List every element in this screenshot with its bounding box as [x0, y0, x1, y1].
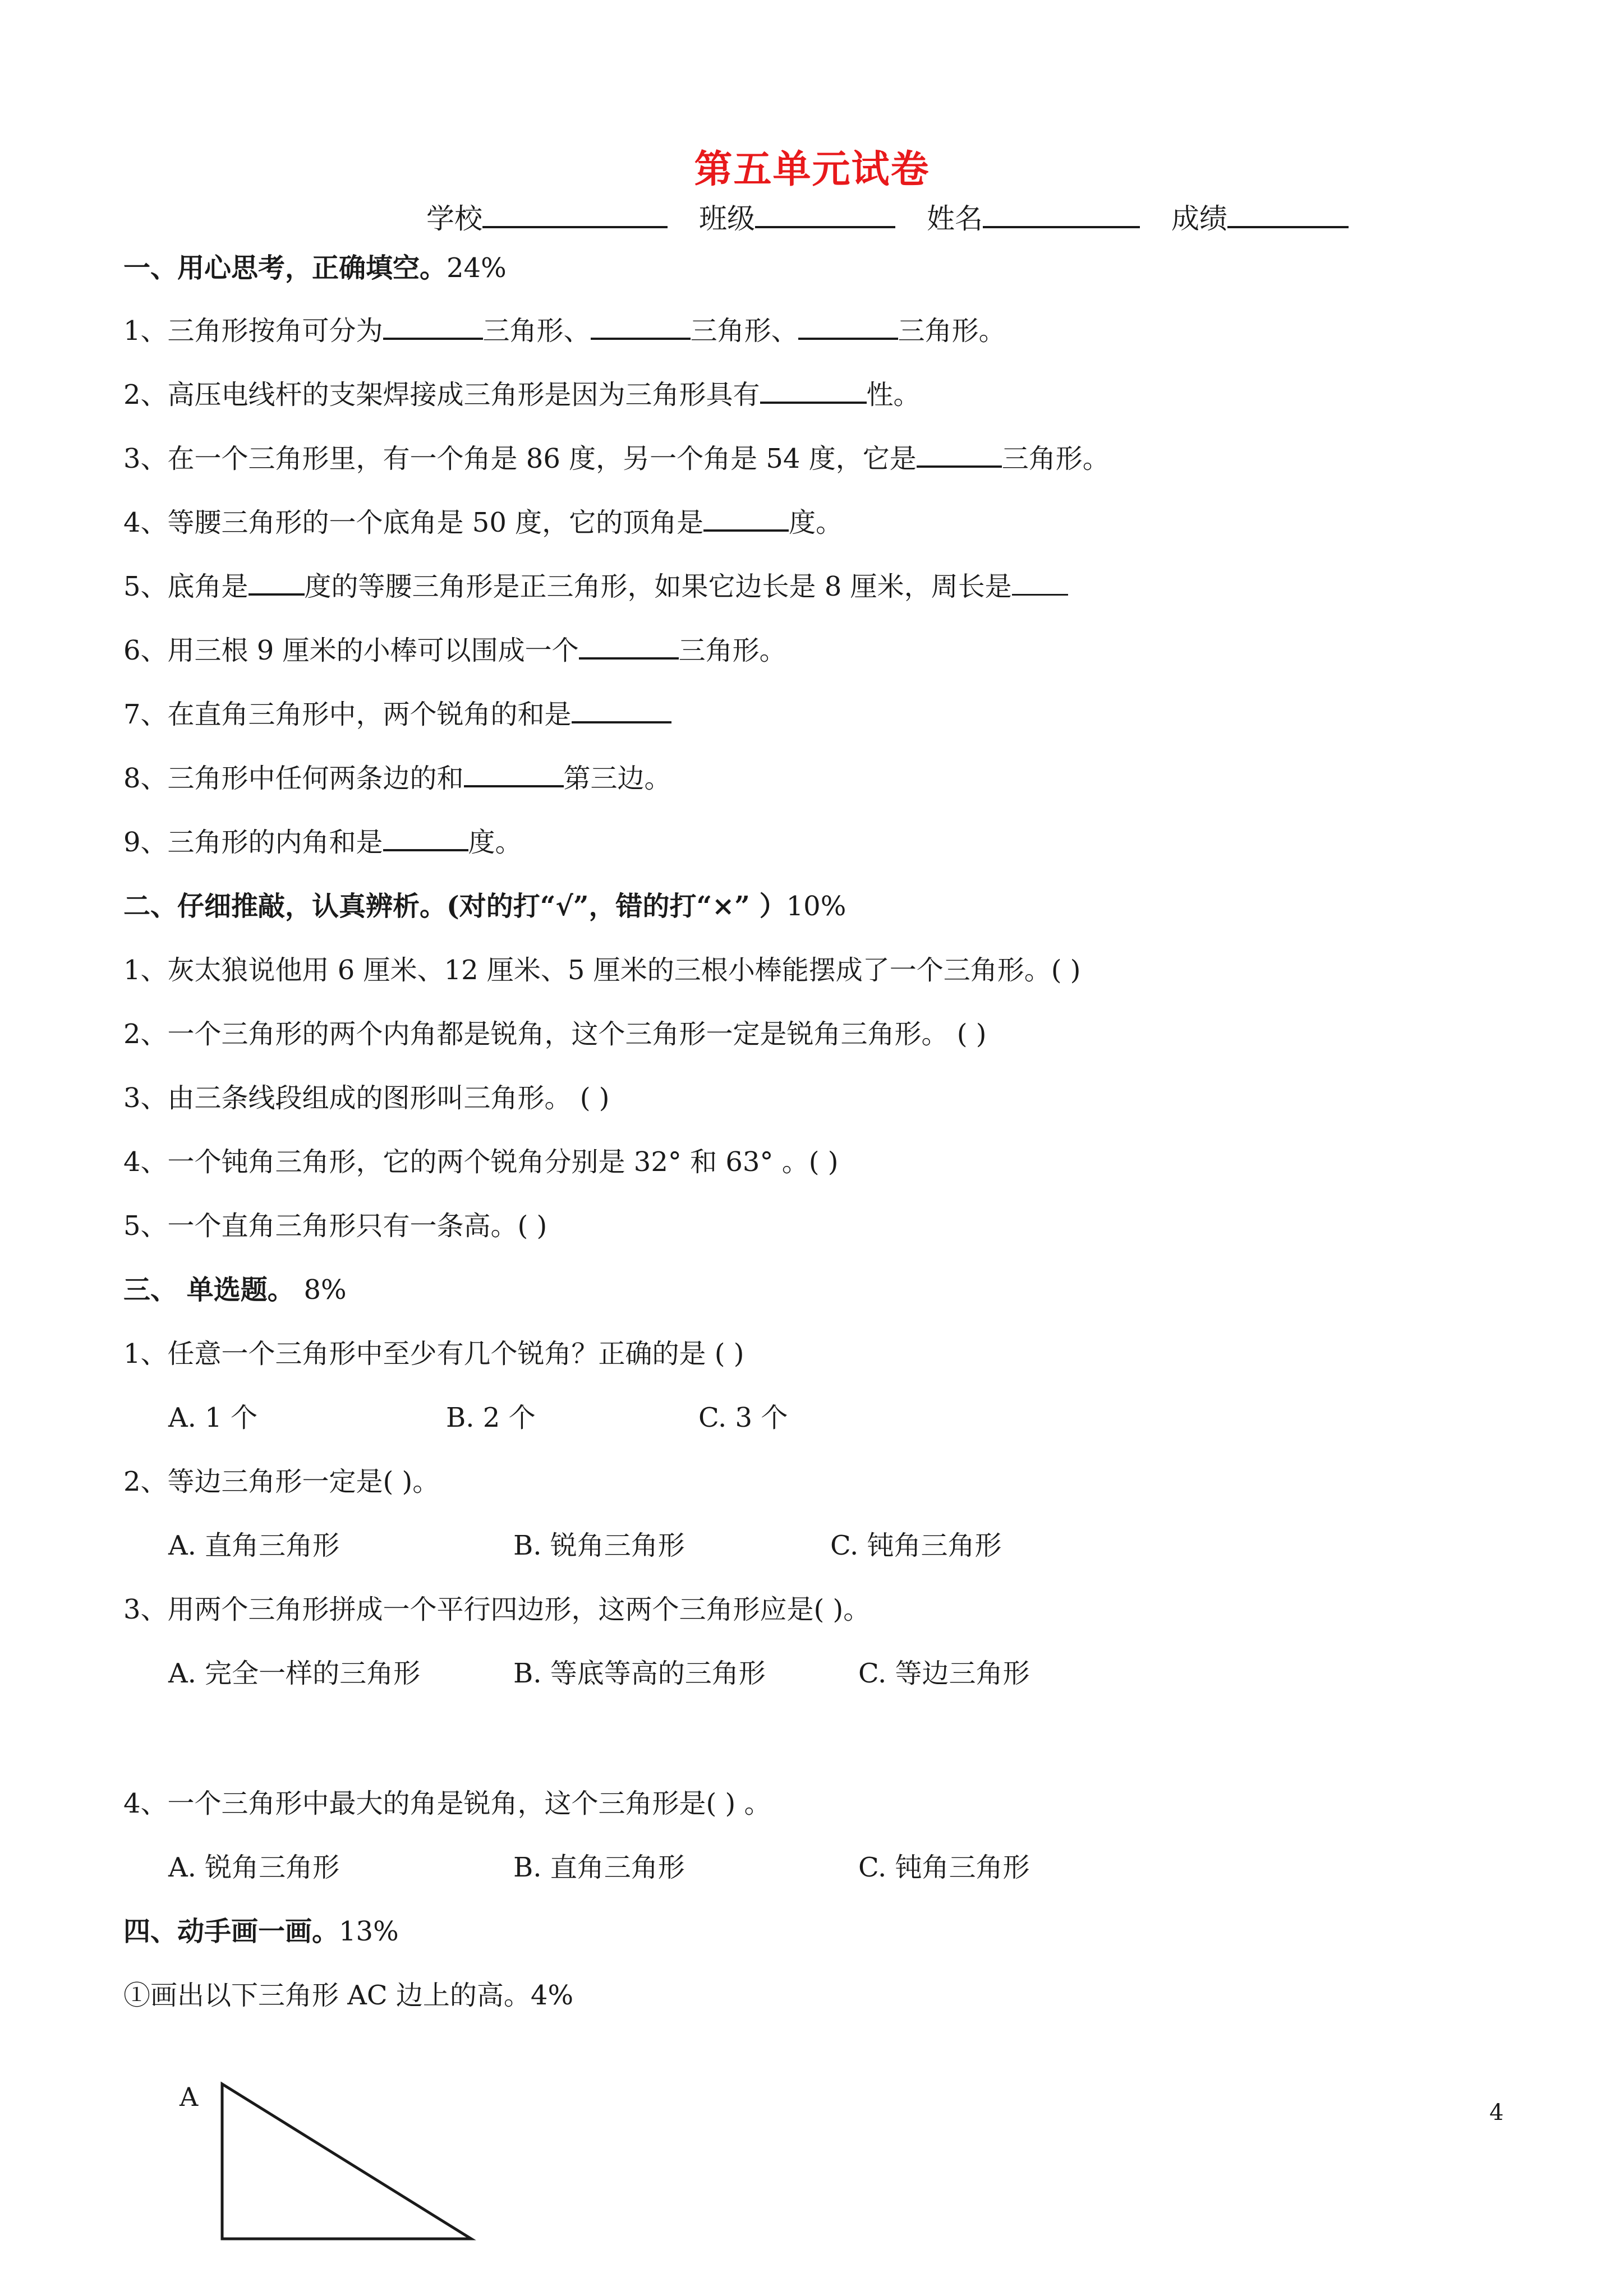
name-label: 姓名: [927, 202, 983, 235]
s2-item-5: 5、一个直角三角形只有一条高。( ): [123, 1210, 548, 1242]
s1-q9-text-b: 度。: [468, 827, 522, 858]
s1-q2-text-a: 2、高压电线杆的支架焊接成三角形是因为三角形具有: [123, 379, 760, 411]
s3-q4-option-a[interactable]: A. 锐角三角形: [168, 1852, 340, 1883]
s3-q4-option-b[interactable]: B. 直角三角形: [513, 1852, 685, 1883]
s1-q6-text-b: 三角形。: [678, 635, 786, 666]
page-title: 第五单元试卷: [694, 147, 930, 192]
s3-q2-stem: 2、等边三角形一定是( )。: [123, 1466, 440, 1497]
s1-q6-text-a: 6、用三根 9 厘米的小棒可以围成一个: [123, 635, 579, 666]
s3-q4-option-c[interactable]: C. 钝角三角形: [858, 1852, 1030, 1883]
school-label: 学校: [426, 202, 482, 235]
s3-q3-stem: 3、用两个三角形拼成一个平行四边形，这两个三角形应是( )。: [123, 1594, 871, 1625]
s2-item-3: 3、由三条线段组成的图形叫三角形。 ( ): [123, 1082, 610, 1114]
s3-q2-option-a[interactable]: A. 直角三角形: [168, 1530, 340, 1561]
page-number: 4: [1489, 2100, 1504, 2126]
s3-q1-option-b[interactable]: B. 2 个: [446, 1402, 536, 1433]
s1-q2-text-b: 性。: [866, 379, 921, 411]
s4-sub1: ①画出以下三角形 AC 边上的高。4%: [123, 1980, 574, 2011]
s1-q4-text-b: 度。: [789, 507, 843, 538]
s1-q1-text-c: 三角形、: [690, 315, 798, 347]
s3-q4-stem: 4、一个三角形中最大的角是锐角，这个三角形是( ) 。: [123, 1788, 771, 1819]
section4-heading-text: 四、动手画一画。: [123, 1916, 339, 1947]
s2-item-4: 4、一个钝角三角形，它的两个锐角分别是 32° 和 63° 。( ): [123, 1146, 839, 1178]
s3-q1-option-a[interactable]: A. 1 个: [168, 1402, 257, 1433]
class-label: 班级: [699, 202, 755, 235]
s3-q3-option-a[interactable]: A. 完全一样的三角形: [168, 1658, 421, 1689]
s1-q8-text-a: 8、三角形中任何两条边的和: [123, 763, 464, 794]
s3-q2-option-c[interactable]: C. 钝角三角形: [830, 1530, 1002, 1561]
s3-q1-option-c[interactable]: C. 3 个: [698, 1402, 788, 1433]
s1-q5-text-b: 度的等腰三角形是正三角形，如果它边长是 8 厘米，周长是: [304, 571, 1012, 602]
s1-q3-text-a: 3、在一个三角形里，有一个角是 86 度，另一个角是 54 度，它是: [123, 443, 917, 474]
s3-q3-option-c[interactable]: C. 等边三角形: [858, 1658, 1030, 1689]
s1-q9-text-a: 9、三角形的内角和是: [123, 827, 383, 858]
triangle-shape[interactable]: [222, 2084, 471, 2239]
s1-q1-text-d: 三角形。: [898, 315, 1006, 347]
section3-heading-text: 三、 单选题。: [123, 1274, 295, 1306]
s1-q4-text-a: 4、等腰三角形的一个底角是 50 度，它的顶角是: [123, 507, 704, 538]
s3-q2-option-b[interactable]: B. 锐角三角形: [513, 1530, 685, 1561]
s1-q8-text-b: 第三边。: [563, 763, 671, 794]
section1-points: 24%: [447, 252, 507, 284]
section3-points: 8%: [303, 1274, 347, 1306]
s3-q1-stem: 1、任意一个三角形中至少有几个锐角？正确的是 ( ): [123, 1338, 744, 1370]
s2-item-1: 1、灰太狼说他用 6 厘米、12 厘米、5 厘米的三根小棒能摆成了一个三角形。( ): [123, 955, 1081, 986]
s3-q3-option-b[interactable]: B. 等底等高的三角形: [513, 1658, 766, 1689]
section4-points: 13%: [339, 1916, 399, 1947]
section2-points: 10%: [786, 891, 846, 922]
s1-q3-text-b: 三角形。: [1001, 443, 1110, 474]
s1-q7-text-a: 7、在直角三角形中，两个锐角的和是: [123, 699, 572, 730]
s1-q5-text-a: 5、底角是: [123, 571, 249, 602]
s2-item-2: 2、一个三角形的两个内角都是锐角，这个三角形一定是锐角三角形。 ( ): [123, 1018, 987, 1050]
section1-heading-text: 一、用心思考，正确填空。: [123, 252, 447, 284]
s1-q1-text-b: 三角形、: [482, 315, 591, 347]
s1-q1-text-a: 1、三角形按角可分为: [123, 315, 383, 347]
score-label: 成绩: [1171, 202, 1227, 235]
section2-heading-text: 二、仔细推敲，认真辨析。(对的打“√”，错的打“×” ）: [123, 891, 786, 922]
vertex-a-label: A: [180, 2082, 199, 2112]
